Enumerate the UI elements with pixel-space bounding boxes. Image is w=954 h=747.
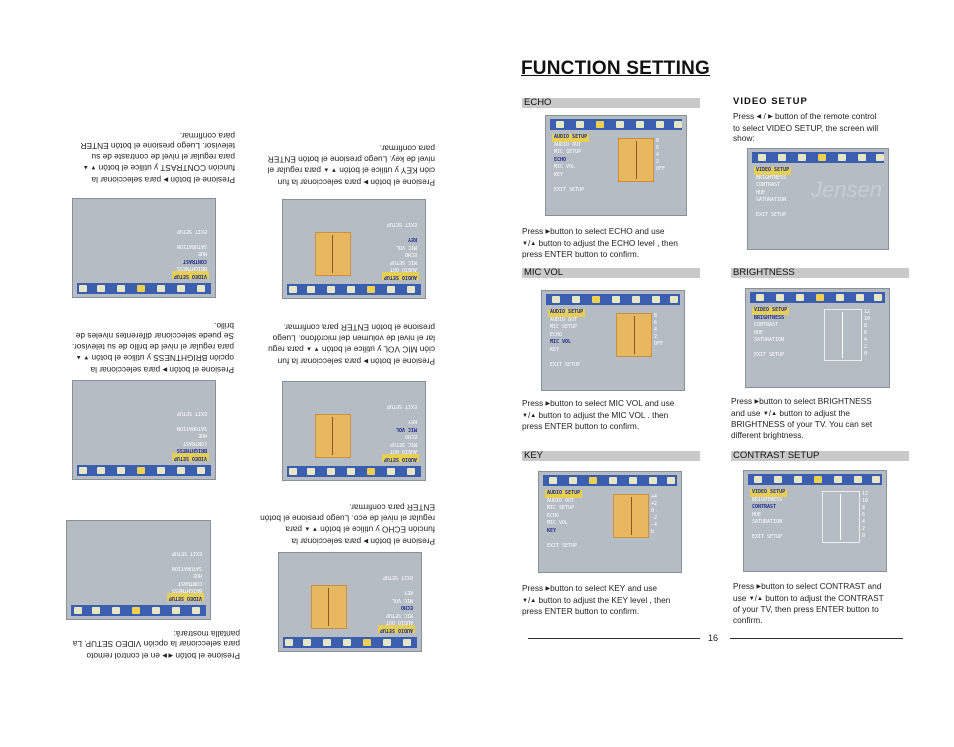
level-values: 8 6 4 2 OFF (656, 138, 666, 172)
key-osd-screen: AUDIO SETUP AUDIO OUT MIC SETUP ECHO MIC VOL KEY EXIT SETUP +4 +2 0 -2 -4 b (538, 471, 682, 573)
page-number: 16 (708, 633, 719, 643)
tab-icon (556, 121, 564, 128)
tab-icon (636, 121, 644, 128)
menu-item: MIC VOL (554, 164, 576, 171)
mic-vol-osd-screen: AUDIO SETUP AUDIO OUT MIC SETUP ECHO MIC VOL KEY EXIT SETUP 8 6 4 2 OFF (541, 290, 685, 391)
video-setup-heading: VIDEO SETUP (733, 96, 808, 107)
page-title: FUNCTION SETTING (521, 58, 710, 79)
es-brightness-screen-wrap: VIDEO SETUP BRIGHTNESS CONTRAST HUE SATURATION EXIT SETUP (72, 380, 216, 480)
echo-osd-screen (545, 115, 687, 216)
es-contrast-screen-wrap: VIDEO SETUP BRIGHTNESS CONTRAST HUE SATURATION EXIT SETUP (72, 198, 216, 298)
brightness-instructions: Press ▶button to select BRIGHTNESS and use ▼/▲ button to adjust the BRIGHTNESS of your TV. You can set different brightness. (731, 396, 873, 440)
footer-rule-left (528, 638, 700, 639)
footer-rule-right (730, 638, 903, 639)
es-echo-screen-wrap: AUDIO SETUP AUDIO OUT MIC SETUP ECHO MIC VOL KEY EXIT SETUP (278, 552, 422, 652)
contrast-section-label: CONTRAST SETUP (731, 451, 909, 461)
es-brightness-text: Presione el botón ▶ para seleccionar la opción BRIGHTNESS y utilice el botón ▼ ▲ para regular el nivel de brillo de su televisor. Se puede seleccionar diferentes niveles de brillo. (72, 320, 234, 375)
es-micvol-text: Presione el botón ▶ para seleccionar la fun ción MIC VOL y utilice el botón ▼ ▲ para regu lar el nivel de volumen del micrófono. Luego presione el botón ENTER para confirmar. (268, 322, 435, 367)
es-video-osd-screen: VIDEO SETUP BRIGHTNESS CONTRAST HUE SATURATION EXIT SETUP (66, 520, 211, 620)
brightness-osd-screen: VIDEO SETUP BRIGHTNESS CONTRAST HUE SATURATION EXIT SETUP 12 10 8 6 4 2 0 (745, 288, 890, 388)
tab-icon (616, 121, 624, 128)
es-echo-text: Presione el botón ▶ para seleccionar la función ECHO y utilice el botón ▼ ▲ para regular el nivel de eco. Luego presione el botón ENTER para confirmar. (260, 502, 435, 547)
es-key-text: Presione el botón ▶ para seleccionar la fun ción KEY y utilice el botón ▼ ▲ para regular el nivel de key. Luego presione el botón ENTER para confirmar. (267, 143, 435, 188)
tab-icon (596, 121, 604, 128)
tab-icon (674, 121, 682, 128)
key-section-label: KEY (522, 451, 700, 461)
mic-vol-section-label: MIC VOL (522, 268, 700, 278)
menu-item: KEY (554, 171, 564, 178)
tab-icon (576, 121, 584, 128)
es-video-screen-wrap (66, 520, 211, 620)
es-micvol-screen-wrap: AUDIO SETUP AUDIO OUT MIC SETUP ECHO MIC VOL KEY EXIT SETUP (282, 381, 426, 481)
menu-exit: EXIT SETUP (554, 186, 585, 193)
echo-section-label: ECHO (522, 98, 700, 108)
tab-icon (656, 121, 664, 128)
osd-tab-bar (550, 119, 682, 130)
video-setup-instructions: Press ◀ / ▶ button of the remote control to select VIDEO SETUP, the screen will show: (733, 111, 879, 144)
mic-vol-instructions: Press ▶button to select MIC VOL and use ▼/▲ button to adjust the MIC VOL . then press ENTER button to confirm. (522, 398, 675, 432)
menu-header: AUDIO SETUP (554, 134, 588, 140)
menu-item: ECHO (554, 156, 567, 163)
contrast-instructions: Press ▶button to select CONTRAST and use ▼/▲ button to adjust the CONTRAST of your TV, then press ENTER button to confirm. (733, 581, 884, 625)
es-key-screen-wrap: AUDIO SETUP AUDIO OUT MIC SETUP ECHO MIC VOL KEY EXIT SETUP (282, 199, 426, 299)
es-contrast-text: Presione el botón ▶ para seleccionar la función CONTRAST y utilice el botón ▼ ▲ para regular el nivel de contraste de su televisor. Luego presione el botón ENTER para confirmar. (80, 130, 235, 185)
brightness-section-label: BRIGHTNESS (731, 268, 909, 278)
menu-item: AUDIO OUT (554, 141, 582, 148)
level-slider (618, 138, 654, 182)
contrast-osd-screen: VIDEO SETUP BRIGHTNESS CONTRAST HUE SATURATION EXIT SETUP 12 10 8 6 4 2 0 (743, 470, 887, 572)
menu-item: MIC SETUP (554, 149, 582, 156)
key-instructions: Press ▶button to select KEY and use ▼/▲ button to adjust the KEY level , then press ENTER button to confirm. (522, 583, 671, 617)
video-setup-osd-screen: VIDEO SETUP BRIGHTNESS CONTRAST HUE SATURATION EXIT SETUP Jensen (747, 148, 889, 250)
echo-instructions: Press ▶button to select ECHO and use ▼/▲ button to adjust the ECHO level , then press ENTER button to confirm. (522, 226, 678, 260)
osd-menu (552, 134, 589, 194)
es-video-setup-text: Presione el botón ◀ ▶ en el control remoto para seleccionar la opción VIDEO SETUP. La pantalla mostrará: (72, 628, 240, 661)
